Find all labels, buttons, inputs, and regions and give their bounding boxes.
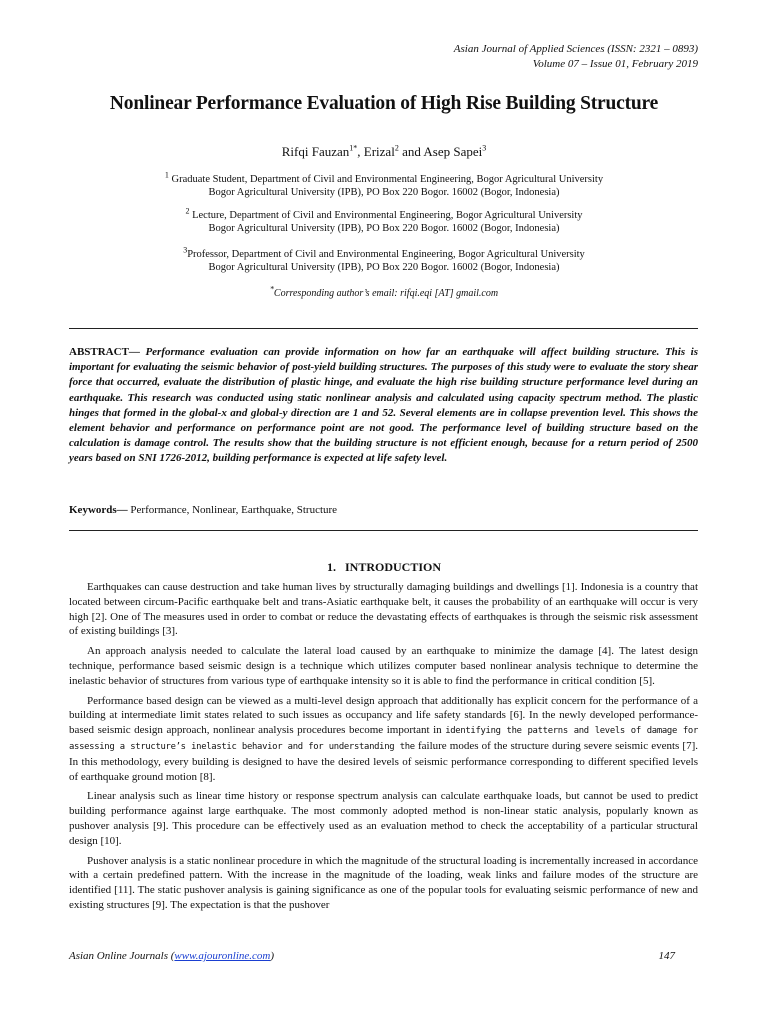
paragraph-text: failure modes of the structure during severe seismic events [7]. In this methodology, every building is designed to have the desired levels of seismic performance corresponding to different specified levels of earthquake ground motion [8]. [69,739,698,783]
paragraph: Earthquakes can cause destruction and take human lives by structurally damaging buildings and dwellings [1]. Indonesia is a country that located between circum-Pacific earthquake belt and trans-Asiatic earthquake belt, it causes the probability of an earthquake will occur is very high [2]. One of The measures used in order to combat or reduce the devastating effects of earthquakes is through the seismic risk assessment of existing buildings [3]. [69,581,698,638]
divider-top [69,328,698,329]
journal-title-line: Asian Journal of Applied Sciences (ISSN: 2321 – 0893) [453,43,698,55]
section-body [69,580,698,918]
author-separator: , [357,144,364,159]
abstract-text: Performance evaluation can provide information on how far an earthquake will affect building structure. This is important for evaluating the seismic behavior of post-yield building structures. The purposes of this study were to evaluate the story shear force that occurred, evaluate the distribution of plastic hinge, and evaluate the high rise building structure performance level during an earthquake. This research was conducted using static nonlinear analysis and calculated using capacity spectrum method. The plastic hinges that formed in the global-x and global-y direction are 1 and 52. Several elements are in collapse prevention level. This shows the element behavior and performance on performance point are not good. The performance level of building structure based on the calculation is damage control. The results show that the building structure is not efficient enough, because for a return period of 2500 years based on SNI 1726-2012, building performance is expected at life safety level. [69,346,698,465]
paragraph: An approach analysis needed to calculate the lateral load caused by an earthquake to minimize the damage [4]. The latest design technique, performance based seismic design is a technique which utilizes computer based nonlinear analysis technique to determine the inelastic behavior of structures from various type of earthquake intensity so it is able to find the performance in critical condition [5]. [69,645,698,687]
author-name: Erizal [363,144,395,159]
journal-link[interactable]: www.ajouronline.com [174,950,271,962]
paragraph-text-mono: identifying the patterns and levels of damage for assessing a structure’s inelastic behavior and for understanding the [69,726,698,752]
author-sup: 1* [349,143,358,153]
author-name: Rifqi Fauzan [281,144,350,159]
affiliation-line: Lecture, Department of Civil and Environmental Engineering, Bogor Agricultural University [189,210,583,221]
affiliation-line: Professor, Department of Civil and Environmental Engineering, Bogor Agricultural University [187,249,585,260]
affiliation-address: Bogor Agricultural University (IPB), PO Box 220 Bogor. 16002 (Bogor, Indonesia) [208,186,560,198]
affiliation-address: Bogor Agricultural University (IPB), PO Box 220 Bogor. 16002 (Bogor, Indonesia) [208,261,560,273]
author-separator: and [398,144,424,159]
author-list [0,144,768,160]
paragraph [69,694,698,785]
affiliation-3 [0,245,768,274]
journal-header [454,42,698,72]
footer-prefix: Asian Online Journals ( [69,950,175,962]
page-number: 147 [658,950,675,962]
author-sup: 3 [482,143,487,153]
email-sup: * [269,284,274,294]
section-title: INTRODUCTION [344,560,441,574]
affiliation-sup: 3 [183,245,188,255]
footer-suffix: ) [270,950,275,962]
affiliation-sup: 2 [185,206,190,216]
paragraph: Linear analysis such as linear time history or response spectrum analysis can calculate earthquake loads, but cannot be used to predict building performance against large earthquake. The most commonly adopted method is non-linear static analysis, popularly known as pushover analysis [9]. This procedure can be effectively used as an evaluation method to check the acceptability of a particular structural design [10]. [69,790,698,847]
page-footer [69,950,675,962]
journal-issue-line: Volume 07 – Issue 01, February 2019 [532,58,698,70]
section-heading [0,560,768,575]
affiliation-line: Graduate Student, Department of Civil and Environmental Engineering, Bogor Agricultural University [168,174,604,185]
keywords-label: Keywords— [69,504,128,516]
paper-title: Nonlinear Performance Evaluation of High Rise Building Structure [109,93,659,114]
abstract [69,345,698,467]
email-text: Corresponding author’s email: rifqi.eqi [AT] gmail.com [273,288,499,299]
keywords [69,504,698,516]
affiliation-1 [0,170,768,199]
author-name: Asep Sapei [423,144,483,159]
author-sup: 2 [394,143,399,153]
affiliation-2 [0,206,768,235]
affiliation-address: Bogor Agricultural University (IPB), PO Box 220 Bogor. 16002 (Bogor, Indonesia) [208,222,560,234]
section-number: 1. [326,560,336,574]
corresponding-email [0,284,768,299]
affiliation-sup: 1 [164,170,169,180]
abstract-label: ABSTRACT— [69,346,140,358]
keywords-text: Performance, Nonlinear, Earthquake, Structure [127,504,338,516]
divider-bottom [69,530,698,531]
paragraph-text: Performance based design can be viewed as a multi-level design approach that additionally has explicit concern for the performance of a building at intermediate limit states related to such issues as occupancy and life safety standards [6]. In the newly developed performance-based seismic design approach, nonlinear analysis procedures become important in [69,694,698,737]
paragraph: Pushover analysis is a static nonlinear procedure in which the magnitude of the structural loading is incrementally increased in accordance with a certain predefined pattern. With the increase in the magnitude of the loading, weak links and failure modes of the structure are identified [11]. The static pushover analysis is gaining significance as one of the popular tools for evaluating seismic performance of new and existing structures [9]. The expectation is that the pushover [69,854,698,911]
